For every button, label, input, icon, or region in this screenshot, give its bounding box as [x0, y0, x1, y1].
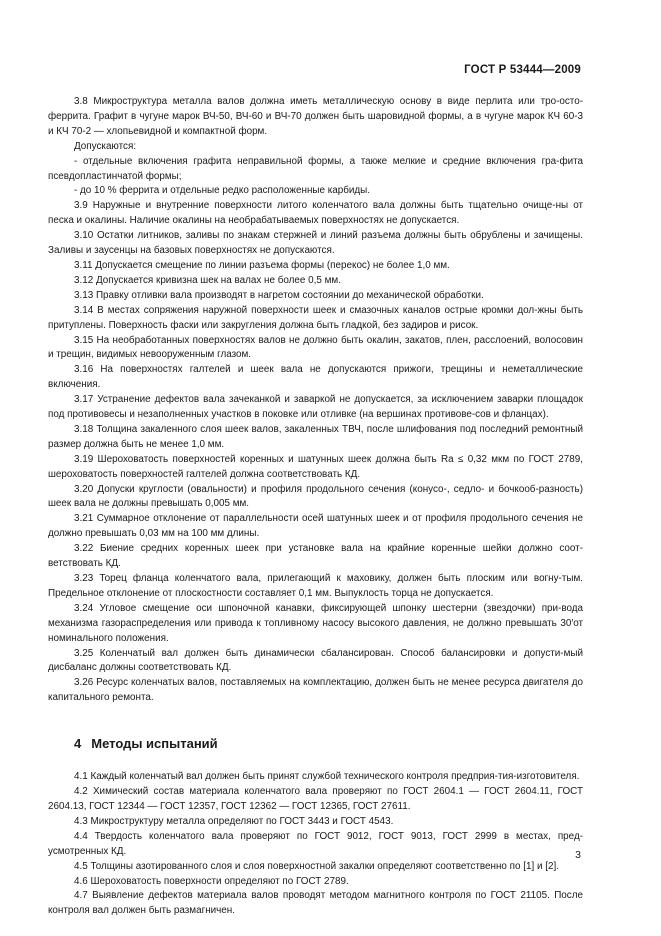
- paragraph-3-9: 3.9 Наружные и внутренние поверхности литого коленчатого вала должны быть тщательно очище-ны от песка и окалины. Наличие окалины на необрабатываемых поверхностях не допускается.: [48, 200, 583, 227]
- paragraph-3-18: 3.18 Толщина закаленного слоя шеек валов, закаленных ТВЧ, после шлифования под последний ремонтный размер должна быть не менее 1,0 мм.: [48, 423, 583, 450]
- paragraph-3-14: 3.14 В местах сопряжения наружной поверхности шеек и смазочных каналов острые кромки дол-жны быть притуплены. Поверхность фаски или закругления должна быть гладкой, без задиров и рисок.: [48, 304, 583, 331]
- paragraph-3-22: 3.22 Биение средних коренных шеек при установке вала на крайние коренные шейки должно соот-ветствовать КД.: [48, 543, 583, 570]
- list-item-ferrite: - до 10 % феррита и отдельные редко расположенные карбиды.: [74, 185, 371, 197]
- paragraph-3-26: 3.26 Ресурс коленчатых валов, поставляемых на комплектацию, должен быть не менее ресурса двигателя до капитального ремонта.: [48, 677, 583, 704]
- paragraph-3-24: 3.24 Угловое смещение оси шпоночной канавки, фиксирующей шпонку шестерни (звездочки) при-вода механизма газораспределения или привода к топливному насосу высокого давления, не должно превышать 30′от номинального положения.: [48, 602, 583, 644]
- paragraph-3-20: 3.20 Допуски круглости (овальности) и профиля продольного сечения (конусо-, седло- и бочкооб-разность) шеек вала не должны превышать 0,005 мм.: [48, 483, 583, 510]
- paragraph-3-10: 3.10 Остатки литников, заливы по знакам стержней и линий разъема должны быть обрублены и зачищены. Заливы и заусенцы на базовых поверхностях не допускаются.: [48, 230, 583, 257]
- document-header: ГОСТ Р 53444—2009: [464, 64, 581, 76]
- paragraph-4-6: 4.6 Шероховатость поверхности определяют по ГОСТ 2789.: [74, 875, 349, 887]
- page-number: 3: [575, 849, 581, 861]
- paragraph-3-19: 3.19 Шероховатость поверхностей коренных и шатунных шеек должна быть Ra ≤ 0,32 мкм по ГОСТ 2789, шероховатость поверхностей галтелей должна соответствовать КД.: [48, 453, 583, 480]
- list-item-graphite: - отдельные включения графита неправильной формы, а также мелкие и средние включения гра-фита псевдопластинчатой формы;: [48, 155, 583, 182]
- paragraph-3-25: 3.25 Коленчатый вал должен быть динамически сбалансирован. Способ балансировки и допусти-мый дисбаланс должны соответствовать КД.: [48, 647, 583, 674]
- page-content: [48, 95, 583, 919]
- paragraph-4-7: 4.7 Выявление дефектов материала валов проводят методом магнитного контроля по ГОСТ 21105. После контроля вал должен быть размагничен.: [48, 890, 583, 917]
- paragraph-3-16: 3.16 На поверхностях галтелей и шеек вала не допускаются прижоги, трещины и неметаллические включения.: [48, 364, 583, 391]
- paragraph-3-13: 3.13 Правку отливки вала производят в нагретом состоянии до механической обработки.: [74, 289, 484, 301]
- paragraph-4-4: 4.4 Твердость коленчатого вала проверяют по ГОСТ 9012, ГОСТ 9013, ГОСТ 2999 в местах, пред-усмотренных КД.: [48, 830, 583, 857]
- paragraph-allowed-intro: Допускаются:: [74, 140, 137, 152]
- paragraph-3-15: 3.15 На необработанных поверхностях валов не должно быть окалин, закатов, плен, расслоений, волосовин и трещин, видимых невооруженным глазом.: [48, 334, 583, 361]
- paragraph-4-5: 4.5 Толщины азотированного слоя и слоя поверхностной закалки определяют соответственно по [1] и [2].: [74, 860, 559, 872]
- paragraph-3-23: 3.23 Торец фланца коленчатого вала, прилегающий к маховику, должен быть плоским или вогну-тым. Предельное отклонение от плоскостности составляет 0,1 мм. Выпуклость торца не допускается.: [48, 573, 583, 599]
- paragraph-3-12: 3.12 Допускается кривизна шек на валах не более 0,5 мм.: [74, 274, 341, 286]
- paragraph-3-8: 3.8 Микроструктура металла валов должна иметь металлическую основу в виде перлита или тро-осто-феррита. Графит в чугуне марок ВЧ-50, ВЧ-60 и ВЧ-70 должен быть шаровидной формы, а в чугуне марок КЧ 60-3 и КЧ 70-2 — хлопьевидной и компактной форм.: [48, 96, 583, 137]
- section-title: Методы испытаний: [91, 736, 218, 752]
- paragraph-4-1: 4.1 Каждый коленчатый вал должен быть принят службой технического контроля предприя-тия-изготовителя.: [74, 771, 580, 783]
- section-heading: [48, 736, 583, 752]
- section-number: 4: [74, 736, 82, 752]
- paragraph-4-2: 4.2 Химический состав материала коленчатого вала проверяют по ГОСТ 2604.1 — ГОСТ 2604.11, ГОСТ 2604.13, ГОСТ 12344 — ГОСТ 12357, ГОСТ 12362 — ГОСТ 12365, ГОСТ 27611.: [48, 786, 583, 812]
- paragraph-3-17: 3.17 Устранение дефектов вала зачеканкой и заваркой не допускается, за исключением заварки площадок под противовесы и незаполненных участков в поковке или отливке (на вершинах противове-сов и фланцах).: [48, 394, 583, 421]
- paragraph-4-3: 4.3 Микроструктуру металла определяют по ГОСТ 3443 и ГОСТ 4543.: [74, 815, 394, 827]
- paragraph-3-21: 3.21 Суммарное отклонение от параллельности осей шатунных шеек и от профиля продольного сечения не должно превышать 0,03 мм на 100 мм длины.: [48, 513, 583, 540]
- paragraph-3-11: 3.11 Допускается смещение по линии разъема формы (перекос) не более 1,0 мм.: [74, 259, 450, 271]
